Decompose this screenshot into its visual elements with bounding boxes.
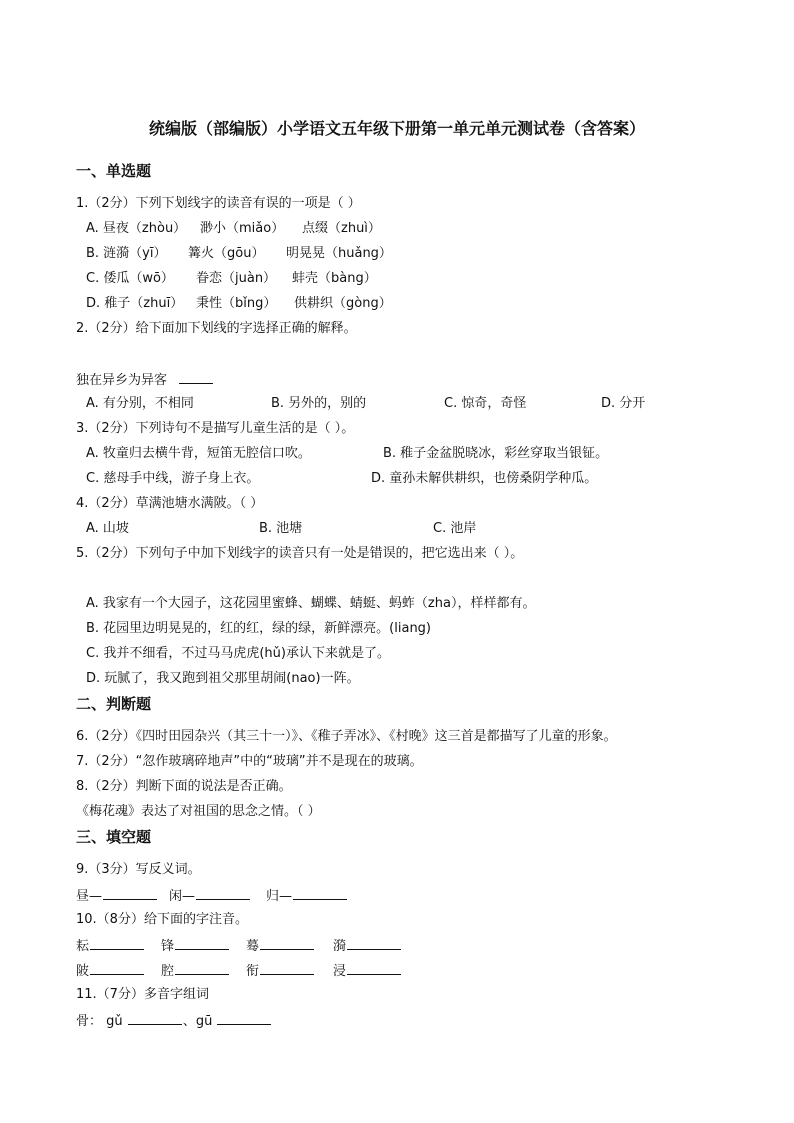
question-1-option-d — [86, 295, 392, 313]
question-1-option-c — [86, 270, 377, 288]
question-1-option-b — [86, 245, 392, 263]
question-9-items — [76, 886, 293, 906]
answer-blank[interactable] — [347, 961, 401, 975]
pinyin-1: gǔ — [106, 1014, 123, 1029]
option-b-item-1: B. 涟漪（yī） — [86, 246, 167, 261]
answer-blank[interactable] — [293, 886, 347, 900]
char-3: 蓦 — [246, 939, 260, 954]
option-b-item-3: 明晃晃（huǎng） — [286, 246, 392, 261]
q4-option-c: C. 池岸 — [433, 521, 477, 536]
option-a-item-2: 渺小（miǎo） — [200, 221, 285, 236]
document-title: 统编版（部编版）小学语文五年级下册第一单元单元测试卷（含答案） — [148, 119, 645, 138]
section-heading-true-false: 二、判断题 — [76, 695, 152, 713]
question-5-stem: 5.（2分）下列句子中加下划线字的读音只有一处是错误的，把它选出来（ ）。 — [76, 546, 524, 561]
option-c-item-1: C. 倭瓜（wō） — [86, 271, 174, 286]
question-2-line — [76, 370, 214, 390]
option-d-item-1: D. 稚子（zhuī） — [86, 296, 184, 311]
answer-blank[interactable] — [260, 961, 314, 975]
answer-blank[interactable] — [90, 961, 144, 975]
q4-option-b: B. 池塘 — [259, 521, 303, 536]
question-11-stem: 11.（7分）多音字组词 — [76, 987, 209, 1002]
answer-blank[interactable] — [347, 936, 401, 950]
char-1: 耘 — [76, 939, 90, 954]
question-7: 7.（2分）“忽作玻璃碎地声”中的“玻璃”并不是现在的玻璃。 — [76, 754, 423, 769]
question-2-stem: 2.（2分）给下面加下划线的字选择正确的解释。 — [76, 321, 357, 336]
q3-option-c: C. 慈母手中线，游子身上衣。 — [86, 471, 260, 486]
section-heading-fill-in: 三、填空题 — [76, 828, 152, 846]
antonym-item-3: 归— — [266, 889, 293, 904]
q3-option-d: D. 童孙未解供耕织，也傍桑阴学种瓜。 — [371, 471, 598, 486]
q2-option-c: C. 惊奇，奇怪 — [444, 396, 527, 411]
question-8-stem: 8.（2分）判断下面的说法是否正确。 — [76, 779, 292, 794]
answer-blank[interactable] — [103, 886, 157, 900]
question-9-stem: 9.（3分）写反义词。 — [76, 862, 201, 877]
option-d-item-3: 供耕织（gòng） — [294, 296, 392, 311]
q5-option-d: D. 玩腻了，我又跑到祖父那里胡闹(nao)一阵。 — [86, 671, 360, 686]
question-1-stem: 1.（2分）下列下划线字的读音有误的一项是（ ） — [76, 196, 361, 211]
question-4-stem: 4.（2分）草满池塘水满陂。（ ） — [76, 496, 264, 511]
char-7: 衔 — [246, 964, 260, 979]
q5-option-a: A. 我家有一个大园子，这花园里蜜蜂、蝴蝶、蜻蜓、蚂蚱（zha），样样都有。 — [86, 596, 536, 611]
question-10-row-2 — [76, 961, 347, 981]
option-a-item-1: A. 昼夜（zhòu） — [86, 221, 187, 236]
answer-blank[interactable] — [175, 961, 229, 975]
question-2-options — [86, 395, 646, 413]
separator: 、 — [182, 1014, 196, 1029]
q3-option-b: B. 稚子金盆脱晓冰，彩丝穿取当银钲。 — [383, 446, 609, 461]
q4-option-a: A. 山坡 — [86, 521, 129, 536]
answer-blank[interactable] — [128, 1011, 182, 1025]
q2-option-d: D. 分开 — [601, 396, 646, 411]
char-8: 浸 — [333, 964, 347, 979]
question-4-options — [86, 520, 477, 538]
antonym-item-1: 昼— — [76, 889, 103, 904]
option-c-item-2: 眷恋（juàn） — [196, 271, 277, 286]
answer-blank[interactable] — [217, 1011, 271, 1025]
char-2: 锋 — [161, 939, 175, 954]
question-3-options-row-2 — [86, 470, 598, 488]
q2-option-a: A. 有分别，不相同 — [86, 396, 194, 411]
char-5: 陂 — [76, 964, 90, 979]
antonym-item-2: 闲— — [169, 889, 196, 904]
option-c-item-3: 蚌壳（bàng） — [292, 271, 377, 286]
question-3-options-row-1 — [86, 445, 609, 463]
pinyin-2: gū — [195, 1014, 213, 1029]
q5-option-b: B. 花园里边明晃晃的，红的红，绿的绿，新鲜漂亮。(liang) — [86, 621, 432, 636]
option-b-item-2: 篝火（gōu） — [188, 246, 265, 261]
option-d-item-2: 秉性（bǐng） — [196, 296, 277, 311]
question-10-row-1 — [76, 936, 347, 956]
question-3-stem: 3.（2分）下列诗句不是描写儿童生活的是（ ）。 — [76, 421, 355, 436]
section-heading-single-choice: 一、单选题 — [76, 162, 152, 180]
answer-blank[interactable] — [260, 936, 314, 950]
answer-blank[interactable] — [196, 886, 250, 900]
q3-option-a: A. 牧童归去横牛背，短笛无腔信口吹。 — [86, 446, 311, 461]
char-6: 腔 — [161, 964, 175, 979]
answer-blank[interactable] — [90, 936, 144, 950]
question-10-stem: 10.（8分）给下面的字注音。 — [76, 912, 248, 927]
q2-option-b: B. 另外的，别的 — [271, 396, 367, 411]
option-a-item-3: 点缀（zhuì） — [302, 221, 381, 236]
question-1-option-a — [86, 220, 381, 238]
question-2-phrase: 独在异乡为异客 — [76, 373, 168, 388]
polyphone-label: 骨： — [76, 1014, 103, 1029]
answer-blank[interactable] — [179, 370, 213, 384]
question-6: 6.（2分）《四时田园杂兴（其三十一）》、《稚子弄冰》、《村晚》这三首是都描写了儿童的形象。 — [76, 729, 617, 744]
char-4: 漪 — [333, 939, 347, 954]
question-11-line — [76, 1011, 272, 1031]
question-8-statement: 《梅花魂》表达了对祖国的思念之情。（ ） — [76, 804, 321, 819]
q5-option-c: C. 我并不细看，不过马马虎虎(hǔ)承认下来就是了。 — [86, 646, 390, 661]
answer-blank[interactable] — [175, 936, 229, 950]
